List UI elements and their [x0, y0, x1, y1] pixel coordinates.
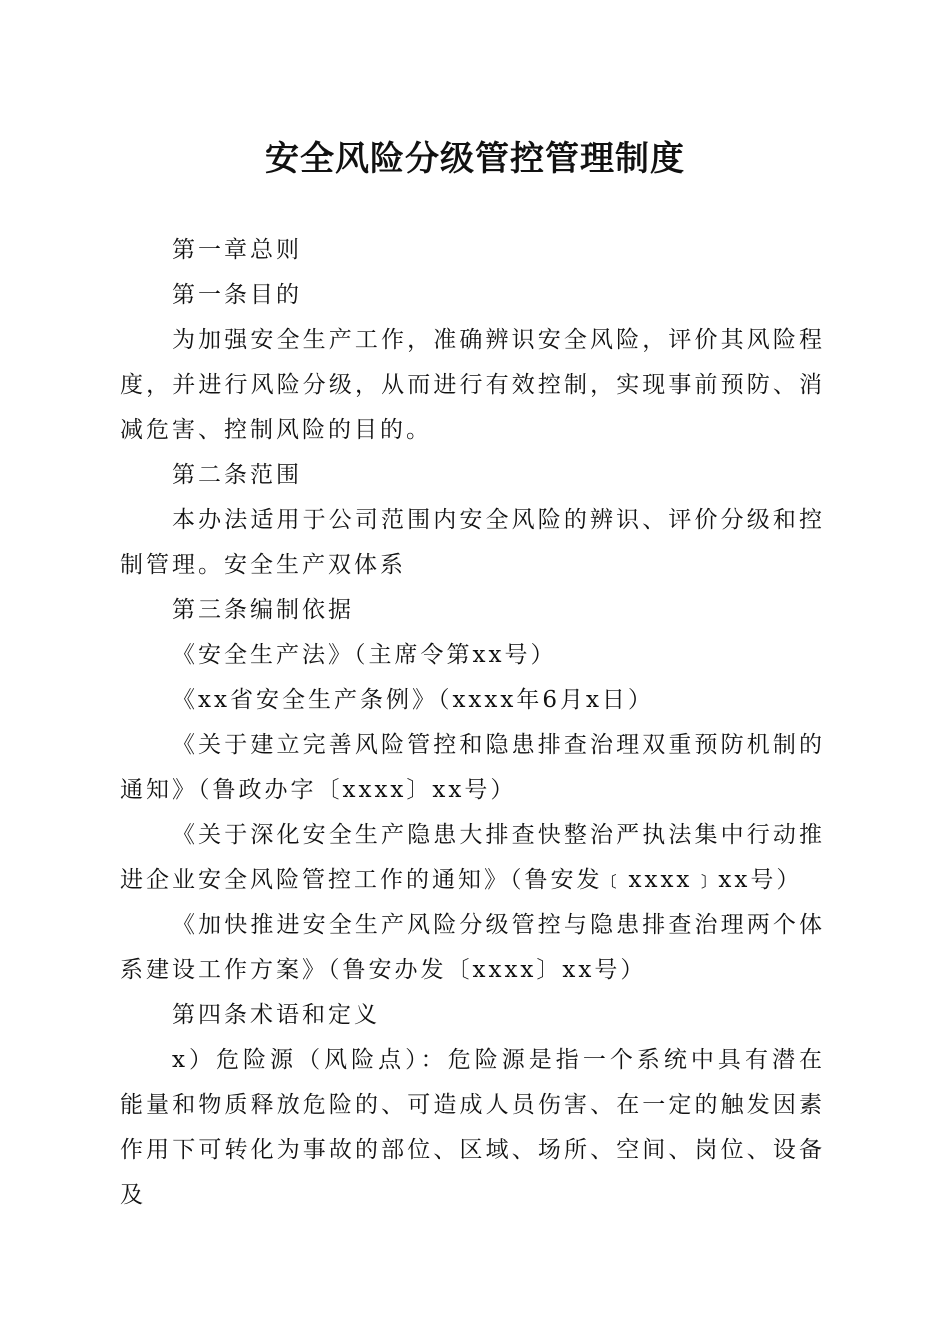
reference-item: 《加快推进安全生产风险分级管控与隐患排查治理两个体系建设工作方案》（鲁安办发〔xxxx〕xx号） — [120, 912, 825, 983]
article-heading-terms: 第四条术语和定义 — [172, 1002, 380, 1028]
reference-item: 《关于建立完善风险管控和隐患排查治理双重预防机制的通知》（鲁政办字〔xxxx〕xx号） — [120, 732, 825, 803]
article-heading-purpose: 第一条目的 — [172, 282, 302, 308]
reference-item: 《安全生产法》（主席令第xx号） — [172, 642, 557, 668]
chapter-heading: 第一章总则 — [172, 237, 302, 263]
paragraph-purpose: 为加强安全生产工作，准确辨识安全风险，评价其风险程度，并进行风险分级，从而进行有效控制，实现事前预防、消减危害、控制风险的目的。 — [120, 327, 825, 443]
article-heading-scope: 第二条范围 — [172, 462, 302, 488]
document-title: 安全风险分级管控管理制度 — [265, 139, 685, 179]
paragraph-scope: 本办法适用于公司范围内安全风险的辨识、评价分级和控制管理。安全生产双体系 — [120, 507, 825, 578]
reference-item: 《xx省安全生产条例》（xxxx年6月x日） — [172, 687, 654, 713]
article-heading-basis: 第三条编制依据 — [172, 597, 354, 623]
reference-item: 《关于深化安全生产隐患大排查快整治严执法集中行动推进企业安全风险管控工作的通知》（鲁安发﹝xxxx﹞xx号） — [120, 822, 825, 893]
paragraph-definition: x）危险源（风险点）：危险源是指一个系统中具有潜在能量和物质释放危险的、可造成人员伤害、在一定的触发因素作用下可转化为事故的部位、区域、场所、空间、岗位、设备及 — [120, 1047, 825, 1208]
document-body — [120, 228, 825, 1218]
